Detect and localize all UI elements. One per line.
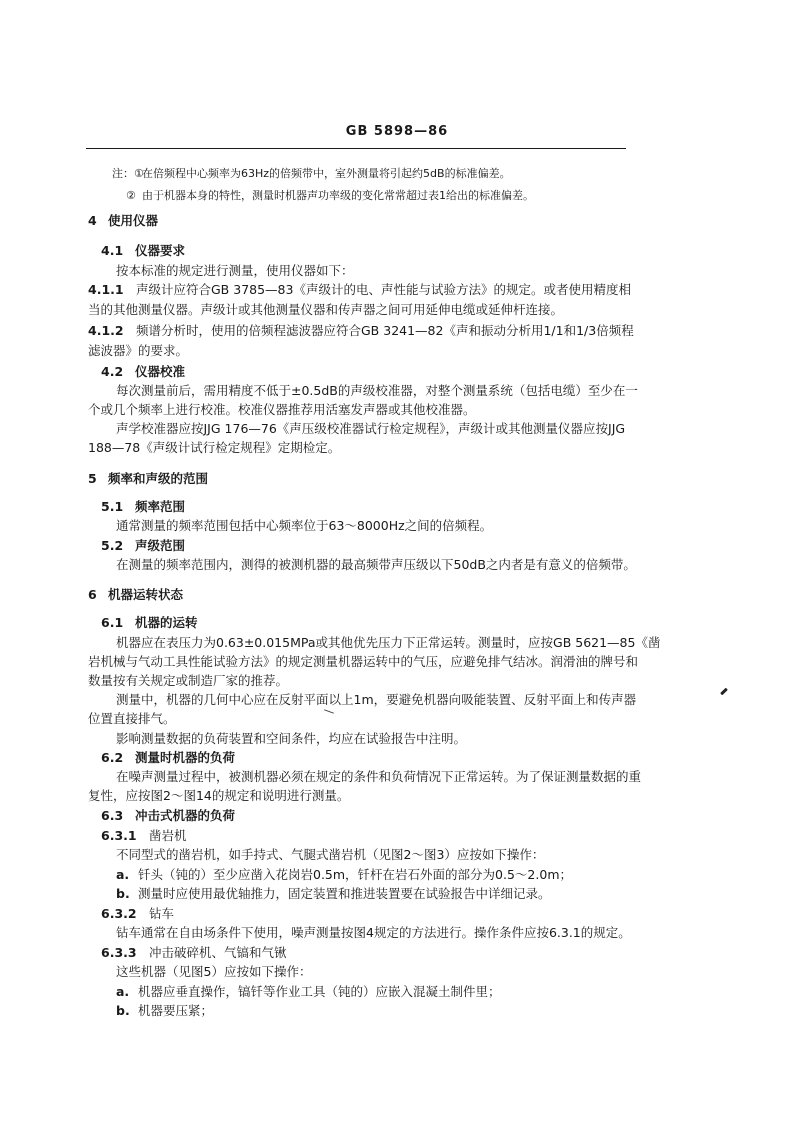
text-line [88, 282, 631, 298]
note-2-text: 由于机器本身的特性，测量时机器声功率级的变化常常超过表1给出的标准偏差。 [142, 189, 534, 202]
text-line [88, 323, 634, 339]
line-text: 测量时机器的负荷 [135, 750, 236, 765]
line-text: 钻车通常在自由场条件下使用，噪声测量按图4规定的方法进行。操作条件应按6.3.1的规定。 [116, 925, 631, 940]
clause-number: 6.3.2 [101, 906, 137, 921]
line-text: 机器的运转 [135, 615, 198, 630]
text-line [88, 402, 476, 418]
line-text: 在噪声测量过程中，被测机器必须在规定的条件和负荷情况下正常运转。为了保证测量数据的重 [116, 769, 642, 784]
clause-number: 6.3.1 [101, 828, 137, 843]
line-text: 复性，应按图2～图14的规定和说明进行测量。 [88, 788, 350, 803]
line-text: 测量时应使用最优轴推力，固定装置和推进装置要在试验报告中详细记录。 [138, 886, 551, 901]
section-heading [88, 587, 183, 603]
line-text: 凿岩机 [149, 828, 187, 843]
clause-number: 4 [88, 213, 97, 228]
line-text: 冲击式机器的负荷 [135, 808, 236, 823]
text-line [116, 984, 501, 1000]
line-text: 钻车 [149, 906, 175, 921]
line-text: 仪器校准 [135, 364, 186, 379]
section-heading [101, 808, 235, 824]
text-line [116, 731, 466, 747]
clause-number: 5.1 [101, 499, 124, 514]
text-line [116, 867, 572, 883]
line-text: 声级范围 [135, 538, 186, 553]
section-heading [101, 499, 185, 515]
clause-number: b. [116, 1003, 130, 1018]
note-2-prefix: ② [126, 189, 136, 202]
line-text: 位置直接排气。 [88, 711, 176, 726]
line-text: 影响测量数据的负荷装置和空间条件，均应在试验报告中注明。 [116, 731, 467, 746]
line-text: 当的其他测量仪器。声级计或其他测量仪器和传声器之间可用延伸电缆或延伸杆连接。 [88, 302, 564, 317]
line-text: 频率范围 [135, 499, 186, 514]
text-line [88, 302, 563, 318]
clause-number: b. [116, 886, 130, 901]
section-heading [101, 615, 198, 631]
clause-number: 6.3.3 [101, 945, 137, 960]
text-line [116, 886, 551, 902]
text-line [116, 383, 638, 399]
text-line [116, 964, 311, 980]
line-text: 这些机器（见图5）应按如下操作： [116, 964, 312, 979]
section-heading [101, 750, 235, 766]
line-text: 在测量的频率范围内，测得的被测机器的最高频带声压级以下50dB之内者是有意义的倍频带。 [116, 557, 636, 572]
text-line [88, 788, 349, 804]
clause-number: 6.3 [101, 808, 124, 823]
line-text: 声级计应符合GB 3785—83《声级计的电、声性能与试验方法》的规定。或者使用精度相 [136, 282, 631, 297]
page-header-code: GB 5898—86 [345, 124, 449, 139]
note-1-text: 在倍频程中心频率为63Hz的倍频带中，室外测量将引起约5dB的标准偏差。 [142, 167, 511, 180]
line-text: 机器运转状态 [108, 587, 184, 602]
line-text: 冲击破碎机、气镐和气锹 [149, 945, 287, 960]
text-line [116, 635, 660, 651]
line-text: 声学校准器应按JJG 176—76《声压级校准器试行检定规程》，声级计或其他测量仪器应按JJG [116, 421, 626, 436]
clause-number: 4.1.1 [88, 282, 124, 297]
clause-number: 4.1 [101, 243, 124, 258]
line-text: 钎头（钝的）至少应凿入花岗岩0.5m，钎杆在岩石外面的部分为0.5～2.0m； [138, 867, 572, 882]
line-text: 滤波器》的要求。 [88, 343, 189, 358]
text-line [88, 654, 638, 670]
text-line [116, 769, 641, 785]
clause-number: 4.1.2 [88, 323, 124, 338]
line-text: 数量按有关规定或制造厂家的推荐。 [88, 673, 289, 688]
text-line [116, 847, 544, 863]
text-line [116, 692, 636, 708]
text-line [101, 945, 287, 961]
line-text: 岩机械与气动工具性能试验方法》的规定测量机器运转中的气压，应避免排气结冰。润滑油的牌号和 [88, 654, 639, 669]
line-text: 频率和声级的范围 [108, 471, 209, 486]
section-heading [101, 364, 185, 380]
text-line [101, 828, 187, 844]
text-line [116, 557, 636, 573]
line-text: 机器要压紧； [138, 1003, 214, 1018]
text-line [116, 518, 492, 534]
text-line [116, 421, 625, 437]
note-1-prefix: 注：① [112, 167, 144, 180]
line-text: 使用仪器 [108, 213, 159, 228]
clause-number: a. [116, 867, 130, 882]
line-text: 不同型式的凿岩机，如手持式、气腿式凿岩机（见图2～图3）应按如下操作： [116, 847, 545, 862]
section-heading [101, 538, 185, 554]
line-text: 机器应垂直操作，镐钎等作业工具（钝的）应嵌入混凝土制件里； [138, 984, 501, 999]
text-line [116, 925, 631, 941]
text-line [116, 1003, 213, 1019]
line-text: 测量中，机器的几何中心应在反射平面以上1m，要避免机器向吸能装置、反射平面上和传声器 [116, 692, 637, 707]
clause-number: 6 [88, 587, 97, 602]
clause-number: 4.2 [101, 364, 124, 379]
clause-number: a. [116, 984, 130, 999]
line-text: 机器应在表压力为0.63±0.015MPa或其他优先压力下正常运转。测量时，应按GB 5621—85《凿 [116, 635, 661, 650]
text-line [88, 440, 340, 456]
line-text: 通常测量的频率范围包括中心频率位于63～8000Hz之间的倍频程。 [116, 518, 493, 533]
clause-number: 5 [88, 471, 97, 486]
clause-number: 5.2 [101, 538, 124, 553]
text-line [88, 711, 176, 727]
line-text: 个或几个频率上进行校准。校准仪器推荐用活塞发声器或其他校准器。 [88, 402, 476, 417]
line-text: 频谱分析时，使用的倍频程滤波器应符合GB 3241—82《声和振动分析用1/1和1/3倍频程 [136, 323, 634, 338]
text-line [88, 673, 288, 689]
text-line [116, 263, 354, 279]
section-heading [101, 243, 185, 259]
text-line [101, 906, 174, 922]
line-text: 仪器要求 [135, 243, 186, 258]
line-text: 每次测量前后，需用精度不低于±0.5dB的声级校准器，对整个测量系统（包括电缆）至少在一 [116, 383, 638, 398]
text-line [88, 343, 188, 359]
section-heading [88, 471, 208, 487]
section-heading [88, 213, 158, 229]
line-text: 按本标准的规定进行测量，使用仪器如下： [116, 263, 354, 278]
clause-number: 6.1 [101, 615, 124, 630]
clause-number: 6.2 [101, 750, 124, 765]
line-text: 188—78《声级计试行检定规程》定期检定。 [88, 440, 341, 455]
